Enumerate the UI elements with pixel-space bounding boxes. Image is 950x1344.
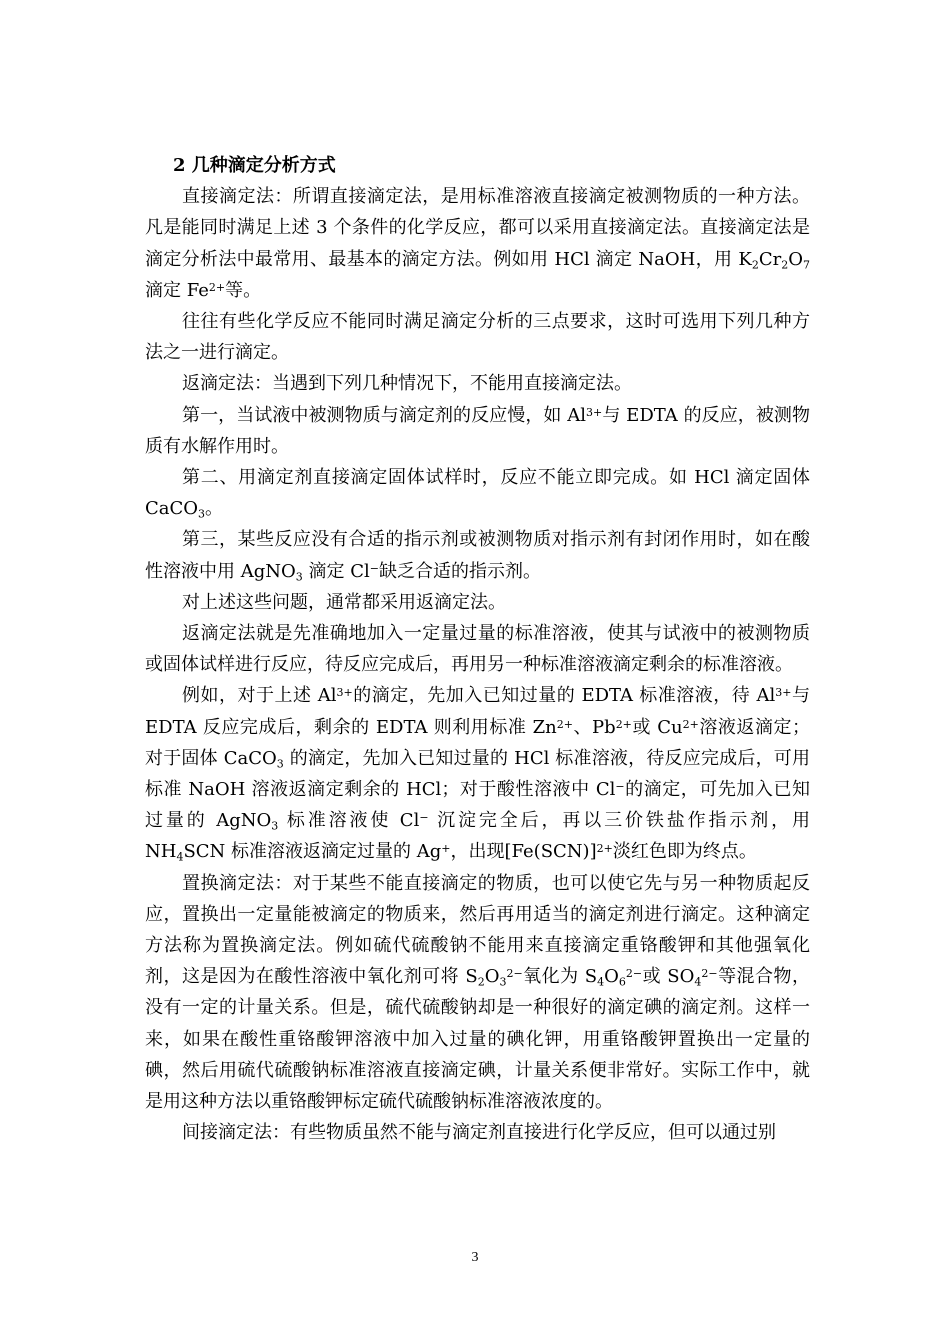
superscript: 2+ [596, 842, 613, 856]
subscript: 6 [618, 975, 626, 989]
paragraph-case-second [145, 462, 810, 524]
text-run: O [604, 966, 619, 988]
superscript: 2+ [615, 717, 632, 731]
superscript: 2− [506, 967, 523, 981]
text-run: 直接滴定法：所谓直接滴定法，是用标准溶液直接滴定被测物质的一种方法。凡是能同时满足上述 3 个条件的化学反应，都可以采用直接滴定法。直接滴定法是滴定分析法中最常用、最基本的滴定方法。例如用 HCl 滴定 NaOH，用 K [145, 186, 810, 270]
text-run: O [484, 966, 500, 988]
subscript: 3 [198, 507, 206, 521]
text-run: 第二、用滴定剂直接滴定固体试样时，反应不能立即完成。如 HCl 滴定固体 CaCO [145, 467, 810, 520]
subscript: 3 [271, 819, 279, 833]
text-run: 例如，对于上述 Al [182, 685, 337, 707]
text-run: ，出现[Fe(SCN)] [450, 841, 597, 863]
subscript: 3 [499, 975, 507, 989]
subscript: 7 [803, 257, 810, 271]
superscript: 2+ [208, 280, 226, 294]
text-run: 的滴定，先加入已知过量的 HCl 标准溶液，待反应完成后，可用标准 NaOH 溶液返滴定剩余的 HCl；对于酸性溶液中 Cl [145, 747, 810, 801]
text-run: 或 Cu [631, 716, 683, 738]
text-run: 氧化为 S [522, 966, 598, 988]
text-run: O [788, 248, 803, 270]
text-run: 滴定 Fe [145, 279, 209, 301]
superscript: + [441, 842, 451, 856]
superscript: 3+ [336, 686, 353, 700]
text-run: 或 SO [642, 966, 695, 988]
text-run: 溶液返滴定；对于固体 CaCO [145, 716, 811, 769]
paragraph-indirect-titration: 间接滴定法：有些物质虽然不能与滴定剂直接进行化学反应，但可以通过别 [182, 1122, 776, 1144]
text-run: 等混合物，没有一定的计量关系。但是，硫代硫酸钠却是一种很好的滴定碘的滴定剂。这样一来，如果在酸性重铬酸钾溶液中加入过量的碘化钾，用重铬酸钾置换出一定量的碘，然后用硫代硫酸钠标准溶液直接滴定碘，计量关系便非常好。实际工作中，就是用这种方法以重铬酸钾标定硫代硫酸钠标准溶液浓度的。 [145, 966, 810, 1113]
subscript: 4 [597, 975, 605, 989]
text-run: 与 EDTA 的反应，被测物质有水解作用时。 [145, 404, 810, 457]
paragraph-direct-titration [145, 181, 810, 306]
text-run: 缺乏合适的指示剂。 [378, 560, 541, 582]
paragraph-back-titration-intro: 返滴定法：当遇到下列几种情况下，不能用直接滴定法。 [182, 373, 632, 395]
subscript: 3 [276, 757, 284, 771]
paragraph-displacement-titration [145, 868, 810, 1118]
superscript: 3+ [586, 405, 603, 419]
superscript: − [369, 561, 379, 575]
subscript: 4 [176, 850, 184, 864]
superscript: − [615, 780, 625, 794]
superscript: 3+ [775, 686, 792, 700]
text-run: 第三，某些反应没有合适的指示剂或被测物质对指示剂有封闭作用时，如在酸性溶液中用 AgNO [145, 529, 810, 582]
subscript: 2 [781, 257, 789, 271]
subscript: 2 [477, 975, 485, 989]
text-run: 。 [205, 498, 224, 520]
superscript: 2− [625, 967, 643, 981]
superscript: − [419, 811, 429, 825]
superscript: 2+ [556, 717, 573, 731]
paragraph-back-titration-use: 对上述这些问题，通常都采用返滴定法。 [182, 591, 506, 613]
superscript: 2+ [682, 717, 699, 731]
paragraph-case-first [145, 400, 810, 462]
paragraph-alternatives: 往往有些化学反应不能同时满足滴定分析的三点要求，这时可选用下列几种方法之一进行滴定。 [145, 311, 810, 364]
text-run: 的滴定，先加入已知过量的 EDTA 标准溶液，待 Al [352, 685, 776, 707]
text-run: 置换滴定法：对于某些不能直接滴定的物质，也可以使它先与另一种物质起反应，置换出一定量能被滴定的物质来，然后再用适当的滴定剂进行滴定。这种滴定方法称为置换滴定法。例如硫代硫酸钠不能用来直接滴定重铬酸钾和其他强氧化剂，这是因为在酸性溶液中氧化剂可将 S [145, 872, 810, 988]
section-heading: 2 几种滴定分析方式 [173, 155, 336, 176]
subscript: 4 [694, 975, 702, 989]
page-number: 3 [471, 1250, 479, 1265]
text-run: Cr [758, 248, 782, 270]
paragraph-back-titration-definition: 返滴定法就是先准确地加入一定量过量的标准溶液，使其与试液中的被测物质或固体试样进行反应，待反应完成后，再用另一种标准溶液滴定剩余的标准溶液。 [145, 623, 810, 676]
text-run: 滴定 Cl [302, 560, 370, 582]
subscript: 3 [295, 569, 303, 583]
text-run: 第一，当试液中被测物质与滴定剂的反应慢，如 Al [182, 404, 587, 426]
superscript: 2− [701, 967, 718, 981]
text-run: 标准溶液使 Cl [278, 810, 420, 832]
text-run: 等。 [225, 279, 262, 301]
text-run: 淡红色即为终点。 [612, 841, 757, 863]
text-run: 、Pb [572, 716, 616, 738]
paragraph-back-titration-examples [145, 680, 810, 867]
paragraph-case-third [145, 524, 810, 586]
text-run: 沉淀完全后，再以三价铁盐作指示剂，用 NH [145, 810, 810, 863]
subscript: 2 [751, 257, 759, 271]
text-run: SCN 标准溶液返滴定过量的 Ag [183, 841, 442, 863]
text-run: 与 EDTA 反应完成后，剩余的 EDTA 则利用标准 Zn [145, 685, 811, 738]
text-run: 的滴定，可先加入已知过量的 AgNO [145, 779, 810, 832]
body-text [145, 150, 810, 1149]
